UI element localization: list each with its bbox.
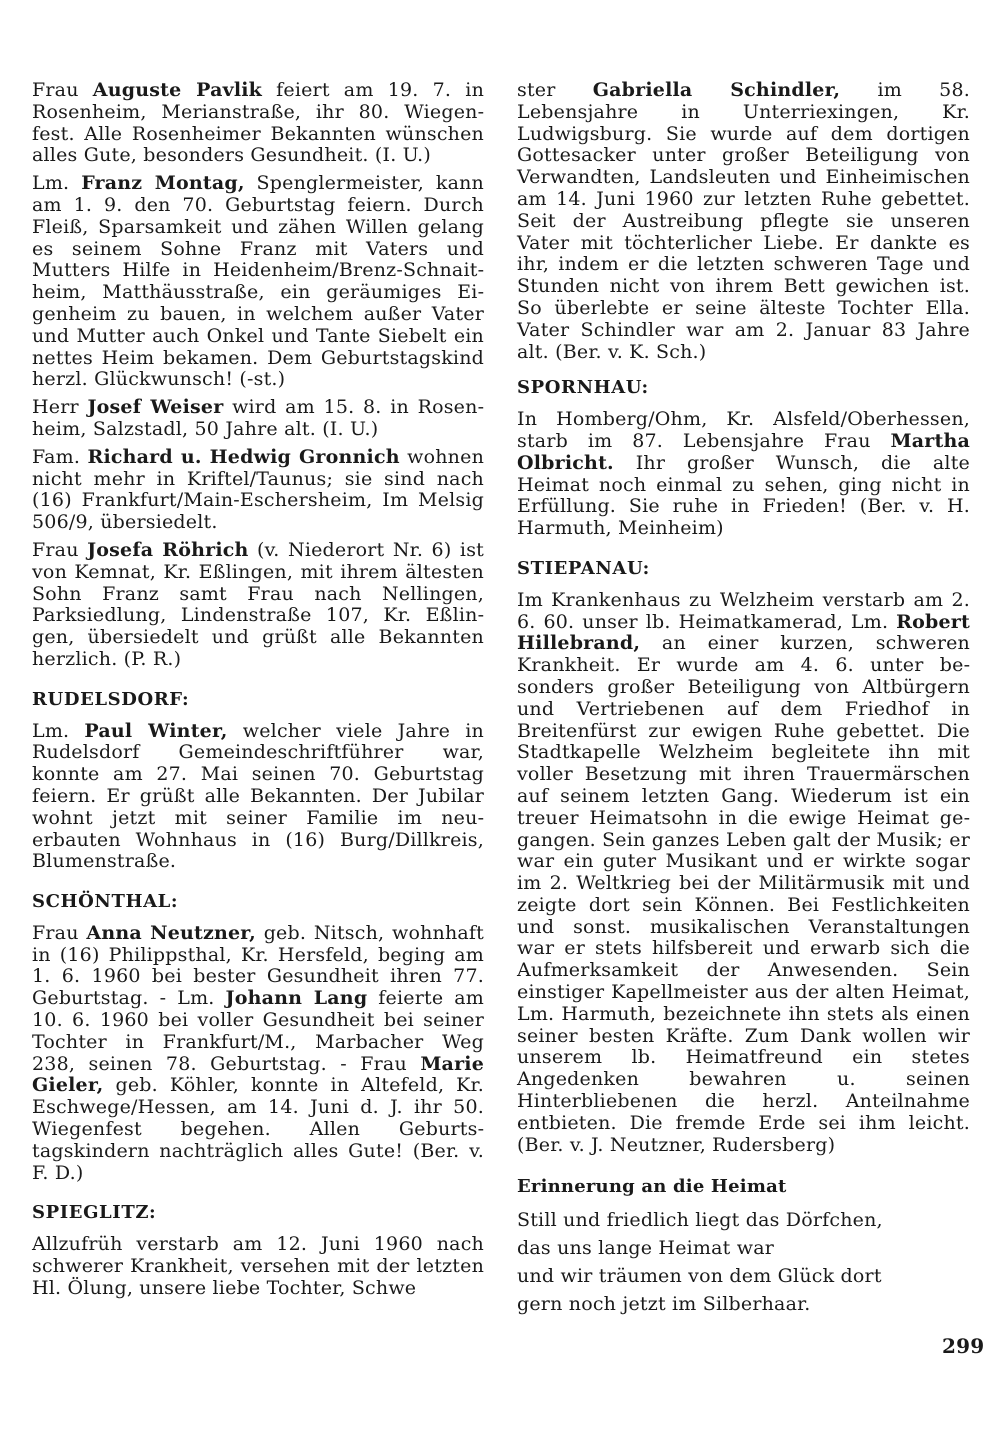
section-heading-rudelsdorf: RUDELSDORF: bbox=[32, 688, 190, 710]
notice-hillebrand: Im Krankenhaus zu Welzheim verstarb am 2. 6. 60. unser lb. Heimatkamerad, Lm. Robert Hillebrand, an einer kurzen, schweren Krankheit. Er wurde am 4. 6. unter besonders großer Beteiligung von Altbürgern und Vertriebenen auf dem Friedhof in Breitenfürst zur ewigen Ruhe gebettet. Die Stadtkapelle Welzheim begleitete ihn mit voller Besetzung mit ihren Trauermärschen auf seinem letzten Gang. Wiederum ist ein treuer Heimatsohn in die ewige Heimat gegangen. Sein ganzes Leben galt der Musik; er war ein guter Musikant und er wirkte sogar im 2. Weltkrieg bei der Militärmusik mit und zeigte dort sein Können. Bei Festlichkeiten und sonst. musikalischen Veranstaltungen war er stets hilfsbereit und erwarb sich die Aufmerksamkeit der Anwesenden. Sein einstiger Kapellmeister aus der alten Heimat, Lm. Harmuth, bezeichnete ihn stets als einen seiner besten Kräfte. Zum Dank wollen wir unserem lb. Heimatfreund ein stetes Angedenken bewahren u. seinen Hinterbliebenen die herzl. Anteilnahme entbieten. Die fremde Erde sei ihm leicht. (Ber. v. J. Neutzner, Rudersberg) bbox=[517, 588, 970, 1156]
poem bbox=[517, 1210, 970, 1315]
notice-olbricht: In Homberg/Ohm, Kr. Alsfeld/Oberhessen, starb im 87. Lebensjahre Frau Martha Olbricht. Ihr großer Wunsch, die alte Heimat noch einmal zu sehen, ging nicht in Erfüllung. Sie ruhe in Frieden! (Ber. v. H. Harmuth, Meinheim) bbox=[517, 408, 970, 540]
notice-weiser: Herr Josef Weiser wird am 15. 8. in Rosenheim, Salzstadl, 50 Jahre alt. (I. U.) bbox=[32, 396, 484, 440]
person-name: Josefa Röhrich bbox=[87, 538, 249, 561]
left-column bbox=[32, 80, 484, 1306]
notice-winter: Lm. Paul Winter, welcher viele Jahre in Rudelsdorf Gemeindeschriftführer war, konnte am 27. Mai seinen 70. Geburtstag feiern. Er grüßt alle Bekannten. Der Jubilar wohnt jetzt mit seiner Familie im neuerbauten Wohnhaus in (16) Burg/Dillkreis, Blumenstraße. bbox=[32, 719, 484, 873]
poem-title: Erinnerung an die Heimat bbox=[517, 1176, 787, 1198]
section-heading-spornhau: SPORNHAU: bbox=[517, 377, 649, 399]
person-name: Josef Weiser bbox=[87, 396, 224, 419]
notice-neutzner-lang-gieler: Frau Anna Neutzner, geb. Nitsch, wohnhaft in (16) Philippsthal, Kr. Hersfeld, beging am 1. 6. 1960 bei bester Gesundheit ihren 77. Geburtstag. - Lm. Johann Lang feierte am 10. 6. 1960 bei voller Gesundheit bei seiner Tochter in Frankfurt/M., Marbacher Weg 238, seinen 78. Geburtstag. - Frau Marie Gieler, geb. Köhler, konnte in Altefeld, Kr. Eschwege/Hessen, am 14. Juni d. J. ihr 50. Wiegenfest begehen. Allen Geburtstagskindern nachträglich alles Gute! (Ber. v. F. D.) bbox=[32, 921, 485, 1184]
notice-pavlik: Frau Auguste Pavlik feiert am 19. 7. in Rosenheim, Merianstraße, ihr 80. Wiegenfest. Alle Rosenheimer Bekannten wünschen alles Gute, besonders Gesundheit. (I. U.) bbox=[32, 79, 485, 167]
person-name: Richard u. Hedwig Gronnich bbox=[87, 445, 400, 468]
person-name: Robert Hillebrand, bbox=[517, 610, 970, 655]
section-heading-stiepanau: STIEPANAU: bbox=[517, 557, 650, 579]
person-name: Martha Olbricht. bbox=[517, 429, 970, 474]
person-name: Franz Montag, bbox=[81, 172, 245, 195]
person-name: Auguste Pavlik bbox=[92, 79, 263, 101]
page-number: 299 bbox=[942, 1334, 985, 1358]
poem-line: gern noch jetzt im Silberhaar. bbox=[517, 1292, 811, 1315]
notice-montag: Lm. Franz Montag, Spenglermeister, kann am 1. 9. den 70. Geburtstag feiern. Durch Fleiß, Sparsamkeit und zähen Willen gelang es seinem Sohne Franz mit Vaters und Mutters Hilfe in Heidenheim/Brenz-Schnaitheim, Matthäusstraße, ein geräumiges Eigenheim zu bauen, in welchem außer Vater und Mutter auch Onkel und Tante Siebelt ein nettes Heim bekamen. Dem Geburtstagskind herzl. Glückwunsch! (-st.) bbox=[32, 172, 484, 391]
section-heading-schoenthal: SCHÖNTHAL: bbox=[32, 891, 179, 913]
person-name: Gabriella Schindler, bbox=[592, 79, 841, 101]
person-name: Marie Gieler, bbox=[32, 1052, 484, 1097]
poem-line: das uns lange Heimat war bbox=[517, 1237, 775, 1260]
notice-schindler: ster Gabriella Schindler, im 58. Lebensjahre in Unterriexingen, Kr. Ludwigsburg. Sie wurde auf dem dortigen Gottesacker unter großer Beteiligung von Verwandten, Landsleuten und Einheimischen am 14. Juni 1960 zur letzten Ruhe gebettet. Seit der Austreibung pflegte sie unseren Vater mit töchterlicher Liebe. Er dankte es ihr, indem er die letzten schweren Tage und Stunden nicht von ihrem Bett gewichen ist. So überlebte er seine älteste Tochter Ella. Vater Schindler war am 2. Januar 83 Jahre alt. (Ber. v. K. Sch.) bbox=[517, 79, 970, 363]
notice-roehrich: Frau Josefa Röhrich (v. Niederort Nr. 6) ist von Kemnat, Kr. Eßlingen, mit ihrem ältesten Sohn Franz samt Frau nach Nellingen, Parksiedlung, Lindenstraße 107, Kr. Eßlingen, übersiedelt und grüßt alle Bekannten herzlich. (P. R.) bbox=[32, 538, 484, 670]
person-name: Anna Neutzner, bbox=[86, 921, 256, 944]
poem-line: und wir träumen von dem Glück dort bbox=[517, 1264, 882, 1287]
right-column bbox=[517, 80, 970, 1321]
notice-spieglitz: Allzufrüh verstarb am 12. Juni 1960 nach schwerer Krankheit, versehen mit der letzten Hl. Ölung, unsere liebe Tochter, Schwe bbox=[32, 1233, 484, 1299]
notice-gronnich: Fam. Richard u. Hedwig Gronnich wohnen nicht mehr in Kriftel/Taunus; sie sind nach (16) Frankfurt/Main-Eschersheim, Im Melsig 506/9, übersiedelt. bbox=[32, 445, 484, 534]
person-name: Johann Lang bbox=[225, 987, 368, 1010]
poem-line: Still und friedlich liegt das Dörfchen, bbox=[517, 1209, 883, 1232]
person-name: Paul Winter, bbox=[84, 719, 228, 742]
section-heading-spieglitz: SPIEGLITZ: bbox=[32, 1202, 157, 1224]
